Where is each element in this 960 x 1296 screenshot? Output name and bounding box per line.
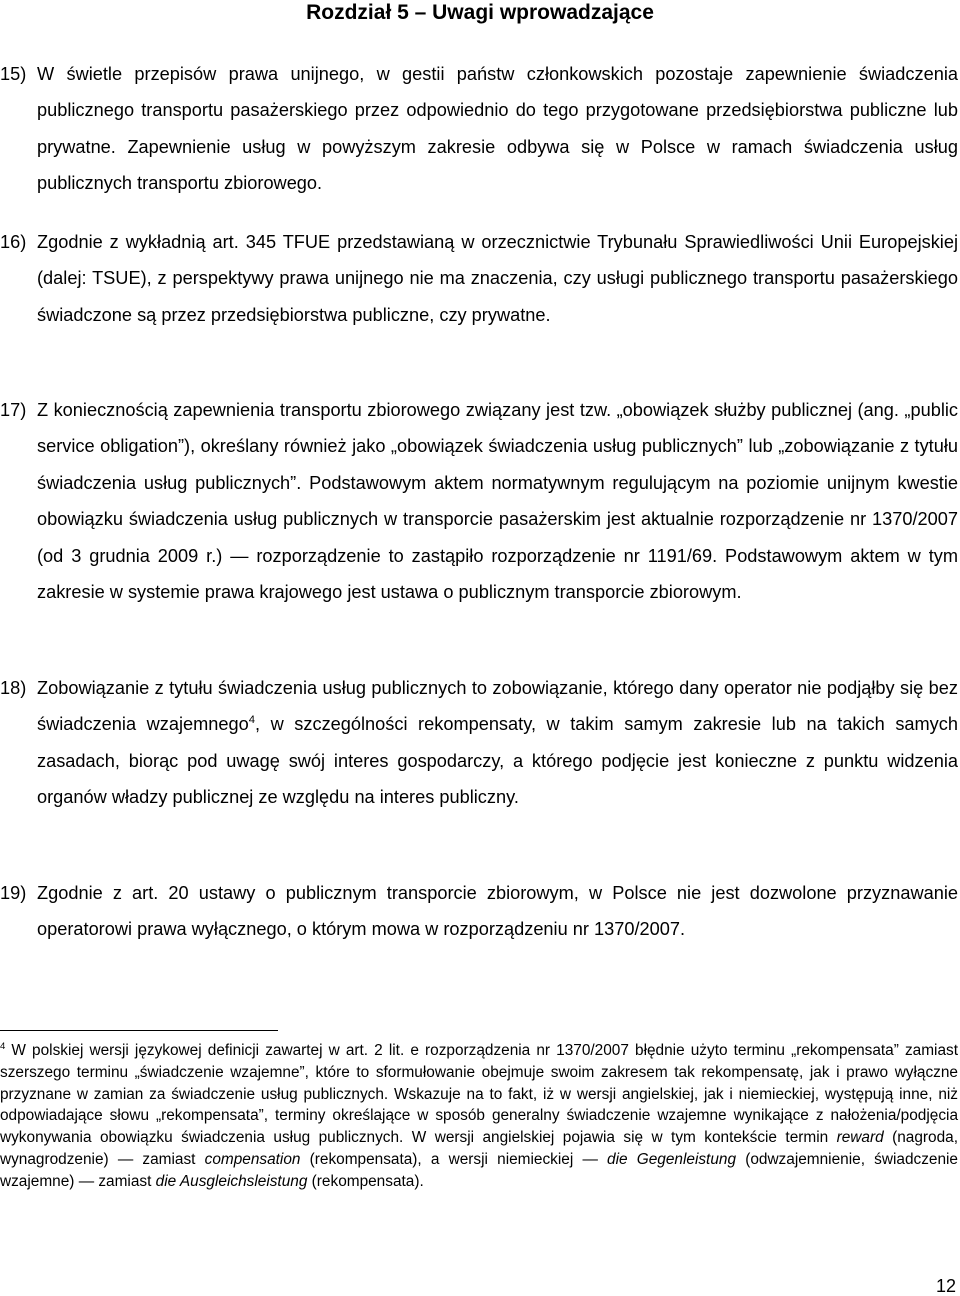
paragraph-text: [37, 670, 958, 816]
footnote-term-compensation: compensation: [204, 1150, 301, 1168]
paragraph-19: [0, 875, 958, 948]
footnote-term-reward: reward: [836, 1129, 884, 1147]
paragraph-text: Zgodnie z art. 20 ustawy o publicznym transporcie zbiorowym, w Polsce nie jest dozwolone przyznawanie operatorowi prawa wyłącznego, o którym mowa w rozporządzeniu nr 1370/2007.: [37, 883, 958, 940]
paragraph-number: 15): [0, 64, 27, 84]
footnote-separator: [0, 1030, 278, 1031]
paragraph-number: 18): [0, 678, 27, 698]
footnote-text-part2: (nagroda, wynagrodzenie) — zamiast: [0, 1129, 958, 1168]
footnote-text-part4: (odwzajemnienie, świadczenie wzajemne) — zamiast: [0, 1150, 958, 1190]
footnote-4: [0, 1040, 958, 1193]
footnote-text-part3: (rekompensata), a wersji niemieckiej —: [300, 1150, 608, 1168]
paragraph-17: [0, 392, 958, 610]
paragraph-18: [0, 670, 958, 816]
paragraph-16: [0, 224, 958, 333]
footnote-text-part1: W polskiej wersji językowej definicji zawartej w art. 2 lit. e rozporządzenia nr 1370/2007 błędnie użyto terminu „rekompensata” zamiast szerszego terminu „świadczenie wzajemne”, które to sformułowanie obejmuje swoim zakresem tak rekompensatę, jak i prawo wyłączne przyznane w zamian za świadczenie usług publicznych. Wskazuje na to fakt, iż w wersji angielskiej, jak i niemieckiej, występują inne, niż odpowiadające słowu „rekompensata”, terminy określające w sposób generalny świadczenie wzajemne wynikające z nałożenia/podjęcia wykonywania obowiązku świadczenia usług publicznych. W wersji angielskiej pojawia się w tym kontekście termin: [0, 1042, 958, 1147]
paragraph-number: 17): [0, 400, 27, 420]
paragraph-text: W świetle przepisów prawa unijnego, w gestii państw członkowskich pozostaje zapewnienie świadczenia publicznego transportu pasażerskiego przez odpowiednio do tego przygotowane przedsiębiorstwa publiczne lub prywatne. Zapewnienie usług w powyższym zakresie odbywa się w Polsce w ramach świadczenia usług publicznych transportu zbiorowego.: [37, 64, 958, 194]
footnote-term-gegenleistung: die Gegenleistung: [607, 1150, 737, 1168]
footnote-reference[interactable]: 4: [248, 714, 255, 727]
paragraph-number: 19): [0, 883, 27, 903]
chapter-title: Rozdział 5 – Uwagi wprowadzające: [306, 1, 654, 24]
paragraph-text: Zgodnie z wykładnią art. 345 TFUE przedstawianą w orzecznictwie Trybunału Sprawiedliwości Unii Europejskiej (dalej: TSUE), z perspektywy prawa unijnego nie ma znaczenia, czy usługi publicznego transportu pasażerskiego świadczone są przez przedsiębiorstwa publiczne, czy prywatne.: [37, 232, 958, 325]
paragraph-15: [0, 56, 958, 202]
paragraph-number: 16): [0, 232, 27, 252]
paragraph-text-before: Zobowiązanie z tytułu świadczenia usług publicznych to zobowiązanie, którego dany operator nie podjąłby się bez świadczenia wzajemnego: [37, 678, 958, 735]
footnote-marker: 4: [0, 1040, 6, 1052]
paragraph-text-after: , w szczególności rekompensaty, w takim samym zakresie lub na takich samych zasadach, biorąc pod uwagę swój interes gospodarczy, a którego podjęcie jest konieczne z punktu widzenia organów władzy publicznej ze względu na interes publiczny.: [37, 714, 958, 808]
paragraph-text: Z koniecznością zapewnienia transportu zbiorowego związany jest tzw. „obowiązek służby publicznej (ang. „public service obligation”), określany również jako „obowiązek świadczenia usług publicznych” lub „zobowiązanie z tytułu świadczenia usług publicznych”. Podstawowym aktem normatywnym regulującym na poziomie unijnym kwestie obowiązku świadczenia usług publicznych w transporcie pasażerskim jest aktualnie rozporządzenie nr 1370/2007 (od 3 grudnia 2009 r.) — rozporządzenie to zastąpiło rozporządzenie nr 1191/69. Podstawowym aktem w tym zakresie w systemie prawa krajowego jest ustawa o publicznym transporcie zbiorowym.: [37, 400, 958, 603]
page-number: 12: [935, 1276, 956, 1296]
footnote-text-part5: (rekompensata).: [307, 1172, 424, 1190]
footnote-term-ausgleichsleistung: die Ausgleichsleistung: [155, 1172, 308, 1190]
